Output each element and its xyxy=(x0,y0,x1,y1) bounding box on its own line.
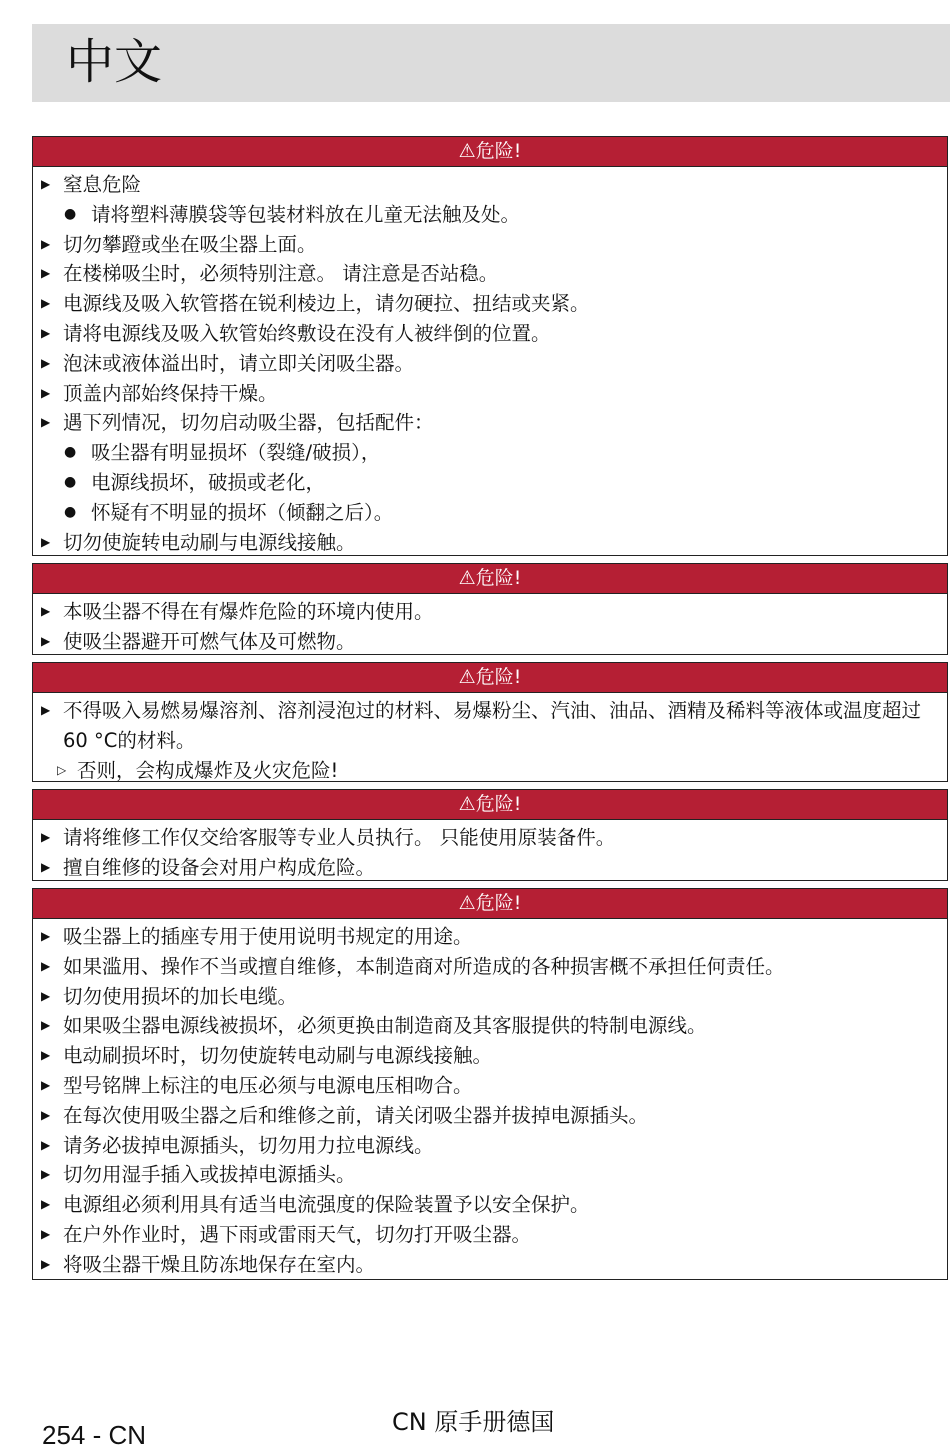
item-text: 窒息危险 xyxy=(63,173,142,196)
sub-bullet-item xyxy=(33,200,947,230)
bullet-item xyxy=(33,952,947,982)
bullet-item xyxy=(33,349,947,379)
item-text: 不得吸入易燃易爆溶剂、溶剂浸泡过的材料、易爆粉尘、汽油、油品、酒精及稀料等液体或温度超过60 °C的材料。 xyxy=(63,699,922,752)
danger-box-repairs xyxy=(32,789,948,881)
triangle-bullet-icon: ▶ xyxy=(41,177,51,191)
danger-box-header: ⚠危险! xyxy=(33,889,947,919)
danger-box-body xyxy=(33,167,947,557)
triangle-bullet-icon: ▶ xyxy=(41,604,51,618)
triangle-bullet-icon: ▶ xyxy=(41,1197,51,1212)
item-text: 本吸尘器不得在有爆炸危险的环境内使用。 xyxy=(63,600,434,623)
item-text: 擅自维修的设备会对用户构成危险。 xyxy=(63,855,376,879)
danger-box-body xyxy=(33,820,947,883)
item-text: 如果滥用、操作不当或擅自维修，本制造商对所造成的各种损害概不承担任何责任。 xyxy=(63,954,785,978)
bullet-item xyxy=(33,982,947,1012)
item-text: 如果吸尘器电源线被损坏，必须更换由制造商及其客服提供的特制电源线。 xyxy=(63,1014,707,1038)
bullet-item xyxy=(33,170,947,200)
bullet-item xyxy=(33,627,947,657)
danger-box-electrical xyxy=(32,888,948,1280)
dot-bullet-icon: ● xyxy=(64,205,77,222)
item-text: 请将电源线及吸入软管始终敷设在没有人被绊倒的位置。 xyxy=(63,321,551,345)
triangle-bullet-icon: ▶ xyxy=(41,355,51,370)
item-text: 电源组必须利用具有适当电流强度的保险装置予以安全保护。 xyxy=(63,1193,590,1217)
danger-box-body xyxy=(33,594,947,657)
danger-box-body xyxy=(33,693,947,785)
bullet-item xyxy=(33,408,947,438)
item-text: 切勿使用损坏的加长电缆。 xyxy=(63,984,298,1008)
bullet-item xyxy=(33,1250,947,1280)
sub-bullet-item xyxy=(33,438,947,468)
triangle-bullet-icon: ▶ xyxy=(41,236,51,251)
triangle-bullet-icon: ▶ xyxy=(41,325,51,340)
bullet-item xyxy=(33,1041,947,1071)
triangle-bullet-icon: ▶ xyxy=(41,830,51,844)
triangle-bullet-icon: ▶ xyxy=(41,1018,51,1033)
triangle-bullet-icon: ▶ xyxy=(41,859,51,874)
item-text: 怀疑有不明显的损坏（倾翻之后）。 xyxy=(91,500,394,524)
triangle-bullet-icon: ▶ xyxy=(41,1107,51,1122)
triangle-bullet-icon: ▶ xyxy=(41,1226,51,1241)
item-text: 吸尘器有明显损坏（裂缝/破损）， xyxy=(91,441,381,465)
bullet-item xyxy=(33,379,947,409)
triangle-bullet-icon: ▶ xyxy=(41,534,51,549)
bullet-item xyxy=(33,597,947,627)
danger-box-header: ⚠危险! xyxy=(33,564,947,594)
triangle-bullet-icon: ▶ xyxy=(41,415,51,430)
bullet-item xyxy=(33,1131,947,1161)
bullet-item xyxy=(33,230,947,260)
item-text: 否则，会构成爆炸及火灾危险! xyxy=(77,758,339,782)
bullet-item xyxy=(33,1160,947,1190)
bullet-item xyxy=(33,922,947,952)
danger-box-explosion-environment xyxy=(32,563,948,655)
item-text: 电源线损坏，破损或老化， xyxy=(91,470,326,494)
item-text: 顶盖内部始终保持干燥。 xyxy=(63,381,278,405)
bullet-item xyxy=(33,319,947,349)
footer-title: CN 原手册德国 xyxy=(392,1408,555,1436)
triangle-bullet-icon: ▶ xyxy=(41,1137,51,1152)
triangle-bullet-icon: ▶ xyxy=(41,1256,51,1271)
item-text: 在每次使用吸尘器之后和维修之前，请关闭吸尘器并拔掉电源插头。 xyxy=(63,1103,649,1127)
triangle-bullet-icon: ▶ xyxy=(41,988,51,1003)
bullet-item xyxy=(33,1011,947,1041)
triangle-bullet-icon: ▶ xyxy=(41,929,51,943)
danger-box-body xyxy=(33,919,947,1280)
triangle-bullet-icon: ▶ xyxy=(41,266,51,281)
item-text: 请务必拔掉电源插头，切勿用力拉电源线。 xyxy=(63,1133,434,1157)
sub-bullet-item xyxy=(33,468,947,498)
triangle-bullet-icon: ▶ xyxy=(41,633,51,648)
sub-bullet-item xyxy=(33,498,947,528)
bullet-item xyxy=(33,259,947,289)
triangle-bullet-icon: ▶ xyxy=(41,1077,51,1092)
dot-bullet-icon: ● xyxy=(64,473,77,490)
hollow-triangle-icon: ▷ xyxy=(57,762,67,777)
bullet-item xyxy=(33,853,947,883)
item-text: 电动刷损坏时，切勿使旋转电动刷与电源线接触。 xyxy=(63,1044,493,1068)
item-text: 将吸尘器干燥且防冻地保存在室内。 xyxy=(63,1252,376,1276)
item-text: 使吸尘器避开可燃气体及可燃物。 xyxy=(63,629,356,653)
bullet-item xyxy=(33,1071,947,1101)
bullet-item xyxy=(33,1220,947,1250)
dot-bullet-icon: ● xyxy=(64,503,77,520)
result-item xyxy=(33,756,947,786)
item-text: 遇下列情况，切勿启动吸尘器，包括配件： xyxy=(63,411,434,435)
danger-box-flammable-liquids xyxy=(32,662,948,782)
item-text: 在户外作业时，遇下雨或雷雨天气，切勿打开吸尘器。 xyxy=(63,1222,532,1246)
item-text: 切勿攀蹬或坐在吸尘器上面。 xyxy=(63,232,317,256)
dot-bullet-icon: ● xyxy=(64,444,77,461)
bullet-item xyxy=(33,696,947,756)
item-text: 型号铭牌上标注的电压必须与电源电压相吻合。 xyxy=(63,1073,473,1097)
bullet-item xyxy=(33,528,947,558)
bullet-item xyxy=(33,289,947,319)
bullet-item xyxy=(33,1101,947,1131)
triangle-bullet-icon: ▶ xyxy=(41,385,51,400)
bullet-item xyxy=(33,1190,947,1220)
language-header-bar xyxy=(32,24,950,102)
item-text: 电源线及吸入软管搭在锐利棱边上，请勿硬拉、扭结或夹紧。 xyxy=(63,292,590,316)
triangle-bullet-icon: ▶ xyxy=(41,958,51,973)
item-text: 请将塑料薄膜袋等包装材料放在儿童无法触及处。 xyxy=(91,202,521,226)
triangle-bullet-icon: ▶ xyxy=(41,296,51,311)
item-text: 切勿使旋转电动刷与电源线接触。 xyxy=(63,530,356,554)
danger-box-header: ⚠危险! xyxy=(33,790,947,820)
item-text: 请将维修工作仅交给客服等专业人员执行。 只能使用原装备件。 xyxy=(63,826,616,849)
triangle-bullet-icon: ▶ xyxy=(41,703,51,717)
language-title: 中文 xyxy=(66,34,163,90)
item-text: 泡沫或液体溢出时，请立即关闭吸尘器。 xyxy=(63,351,415,375)
page-number: 254 - CN xyxy=(42,1420,147,1450)
item-text: 吸尘器上的插座专用于使用说明书规定的用途。 xyxy=(63,925,473,948)
triangle-bullet-icon: ▶ xyxy=(41,1167,51,1182)
danger-box-header: ⚠危险! xyxy=(33,137,947,167)
danger-box-header: ⚠危险! xyxy=(33,663,947,693)
triangle-bullet-icon: ▶ xyxy=(41,1048,51,1063)
item-text: 切勿用湿手插入或拔掉电源插头。 xyxy=(63,1163,356,1187)
bullet-item xyxy=(33,823,947,853)
danger-box-suffocation xyxy=(32,136,948,556)
item-text: 在楼梯吸尘时，必须特别注意。 请注意是否站稳。 xyxy=(63,262,499,286)
